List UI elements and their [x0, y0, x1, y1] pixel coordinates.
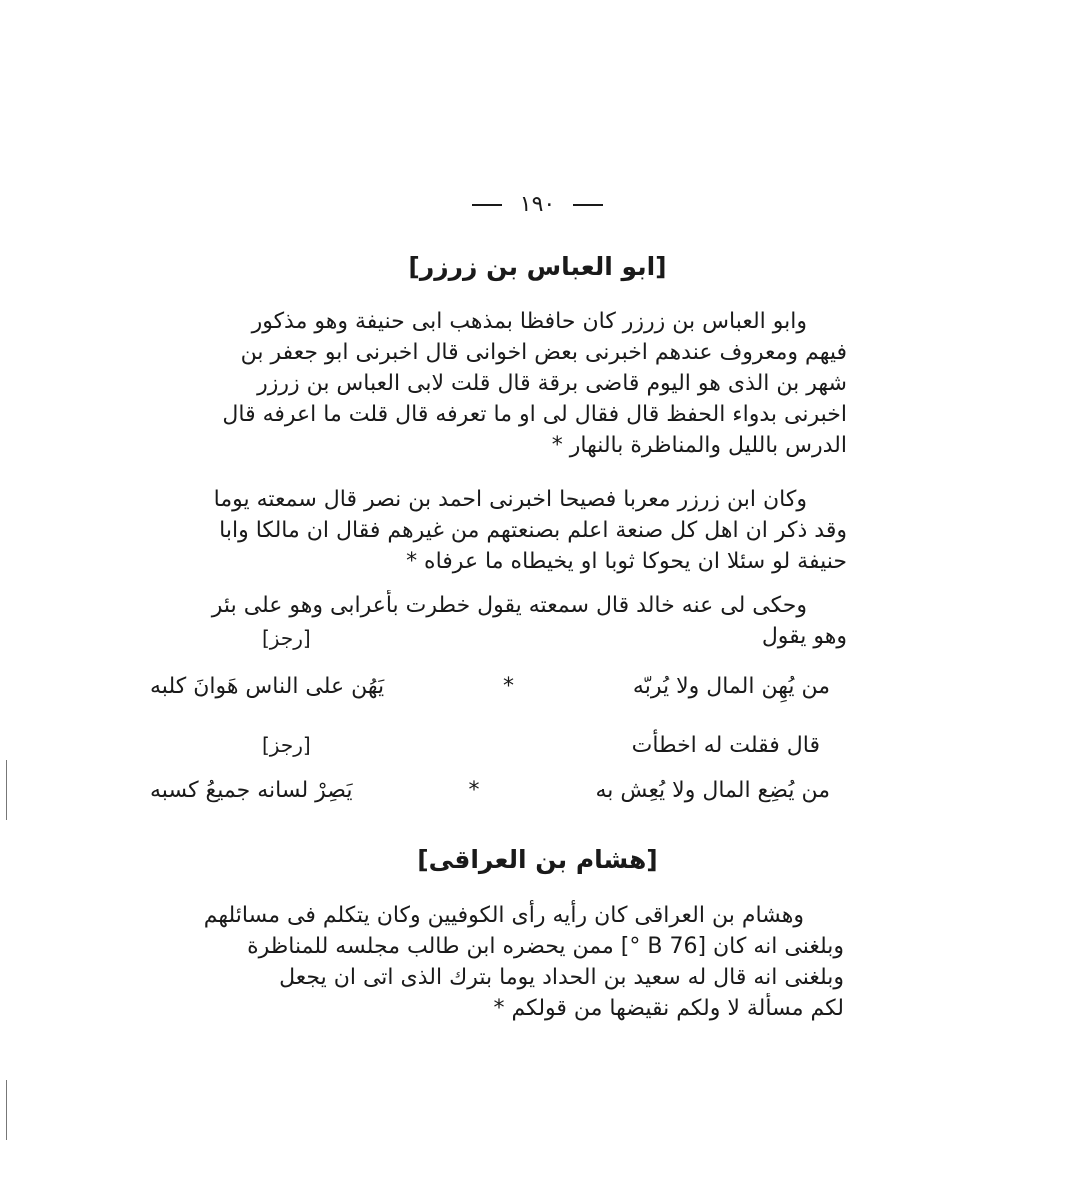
- paragraph-2: [165, 484, 847, 577]
- section-heading-hisham: [هشام بن العراقى]: [417, 845, 658, 874]
- text-line: حنيفة لو سئلا ان يحوكا ثوبا او يخيطاه ما عرفاه *: [406, 549, 847, 574]
- hemistich-first: من يُضِع المال ولا يُعِش به: [595, 778, 830, 803]
- dash-left: [573, 204, 603, 206]
- meter-label: [رجز]: [262, 733, 311, 757]
- page-number: [0, 192, 1075, 217]
- verse-line-2: [150, 778, 830, 803]
- text-line: وحكى لى عنه خالد قال سمعته يقول خطرت بأعرابى وهو على بئر: [211, 593, 807, 618]
- text-line: وبلغنى انه قال له سعيد بن الحداد يوما بترك الذى اتى ان يجعل: [279, 965, 844, 990]
- paragraph-4: قال فقلت له اخطأت: [631, 733, 820, 758]
- hemistich-first: من يُهِن المال ولا يُربّه: [632, 674, 830, 699]
- text-line: اخبرنى بدواء الحفظ قال فقال لى او ما تعرفه قال قلت ما اعرفه قال: [222, 402, 847, 427]
- text-line: لكم مسألة لا ولكم نقيضها من قولكم *: [493, 996, 844, 1021]
- scan-edge-mark: [6, 1080, 7, 1140]
- verse-separator: *: [503, 674, 515, 699]
- verse-line-1: [150, 674, 830, 699]
- hemistich-second: يَهُن على الناس هَوانَ كلبه: [150, 674, 385, 699]
- paragraph-5: [157, 900, 844, 1024]
- text-line: وهو يقول: [761, 624, 847, 649]
- text-line: فيهم ومعروف عندهم اخبرنى بعض اخوانى قال اخبرنى ابو جعفر بن: [240, 340, 847, 365]
- page-number-text: ١٩٠: [519, 192, 556, 217]
- text-line: وقد ذكر ان اهل كل صنعة اعلم بصنعتهم من غيرهم فقال ان مالكا وابا: [219, 518, 847, 543]
- text-line: شهر بن الذى هو اليوم قاضى برقة قال قلت لابى العباس بن زرزر: [257, 371, 847, 396]
- text-line: وابو العباس بن زرزر كان حافظا بمذهب ابى حنيفة وهو مذكور: [251, 309, 807, 334]
- paragraph-1: [165, 306, 847, 461]
- text-line: وبلغنى انه كان [76 B °] ممن يحضره ابن طالب مجلسه للمناظرة: [247, 934, 844, 959]
- section-heading-abu-al-abbas: [ابو العباس بن زرزر]: [408, 252, 667, 281]
- text-line: الدرس بالليل والمناظرة بالنهار *: [551, 433, 847, 458]
- meter-label: [رجز]: [262, 626, 311, 650]
- scan-edge-mark: [6, 760, 7, 820]
- dash-right: [472, 204, 502, 206]
- hemistich-second: يَصِرْ لسانه جميعُ كسبه: [150, 778, 353, 803]
- verse-separator: *: [468, 778, 480, 803]
- text-line: وهشام بن العراقى كان رأيه رأى الكوفيين وكان يتكلم فى مسائلهم: [203, 903, 804, 928]
- text-line: وكان ابن زرزر معربا فصيحا اخبرنى احمد بن نصر قال سمعته يوما: [213, 487, 807, 512]
